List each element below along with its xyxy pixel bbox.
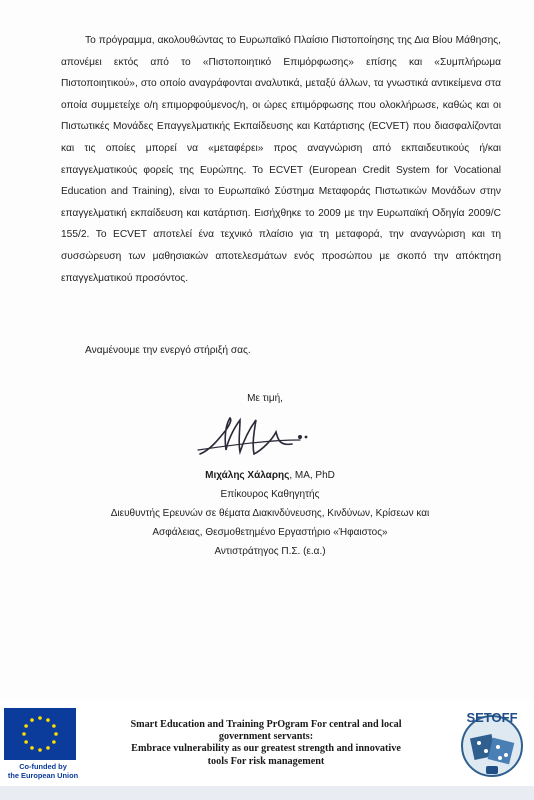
- letter-body: [61, 30, 501, 289]
- signer-name: Μιχάλης Χάλαρης: [205, 470, 290, 481]
- eu-caption-line2: the European Union: [7, 771, 79, 780]
- handwritten-signature: [196, 410, 316, 462]
- signer-title: Επίκουρος Καθηγητής: [220, 489, 320, 500]
- project-line1: Smart Education and Training PrOgram For central and local: [130, 719, 402, 730]
- signer-degrees: , MA, PhD: [289, 470, 335, 481]
- project-description: [96, 719, 436, 768]
- project-line4: tools For risk management: [207, 755, 325, 767]
- signature-block: [50, 466, 490, 561]
- setoff-logo-text: SETOFF: [466, 710, 518, 725]
- regards-text: Με τιμή,: [247, 393, 283, 404]
- project-line3: Embrace vulnerability as our greatest strength and innovative: [131, 743, 401, 755]
- signer-role-line2: Ασφάλειας, Θεσμοθετημένο Εργαστήριο «Ήφαιστος»: [152, 527, 388, 538]
- signer-rank: Αντιστράτηγος Π.Σ. (ε.α.): [214, 546, 326, 557]
- signer-role-line1: Διευθυντής Ερευνών σε θέματα Διακινδύνευσης, Κινδύνων, Κρίσεων και: [110, 508, 430, 519]
- eu-flag-icon: [4, 708, 76, 760]
- footer: [0, 700, 534, 786]
- closing-line: Αναμένουμε την ενεργό στήριξή σας.: [85, 345, 251, 356]
- eu-caption-line1: Co-funded by: [19, 762, 67, 771]
- bottom-strip: [0, 786, 534, 800]
- project-line2: government servants:: [218, 731, 314, 743]
- eu-caption: [2, 762, 84, 780]
- setoff-logo-icon: [456, 706, 528, 782]
- regards-line: [0, 393, 534, 404]
- letter-paragraph: Το πρόγραμμα, ακολουθώντας το Ευρωπαϊκό Πλαίσιο Πιστοποίησης της Δια Βίου Μάθησης, απονέμει εκτός από το «Πιστοποιητικό Επιμόρφωσης» επίσης και «Συμπλήρωμα Πιστοποιητικού», στο οποίο αναγράφονται αναλυτικά, μεταξύ άλλων, τα γνωστικά αντικείμενα στα οποία συμμετείχε ο/η επιμορφούμενος/η, οι ώρες επιμόρφωσης που ολοκλήρωσε, καθώς και οι Πιστωτικές Μονάδες Επαγγελματικής Εκπαίδευσης και Κατάρτισης (ECVET) που διασφαλίζονται και τις οποίες μπορεί να «μεταφέρει» προς αναγνώριση από εκπαιδευτικούς ή/και επαγγελματικούς φορείς της Ευρώπης. Το ECVET (European Credit System for Vocational Education and Training), είναι το Ευρωπαϊκό Σύστημα Μεταφοράς Πιστωτικών Μονάδων στην επαγγελματική εκπαίδευση και κατάρτιση. Εισήχθηκε το 2009 με την Ευρωπαϊκή Οδηγία 2009/C 155/2. Το ECVET αποτελεί ένα τεχνικό πλαίσιο για τη μεταφορά, την αναγνώριση και τη συσσώρευση των μαθησιακών αποτελεσμάτων ενός προσώπου με σκοπό την απόκτηση επαγγελματικού προσόντος.: [61, 35, 501, 284]
- signer-name-line: [50, 466, 490, 485]
